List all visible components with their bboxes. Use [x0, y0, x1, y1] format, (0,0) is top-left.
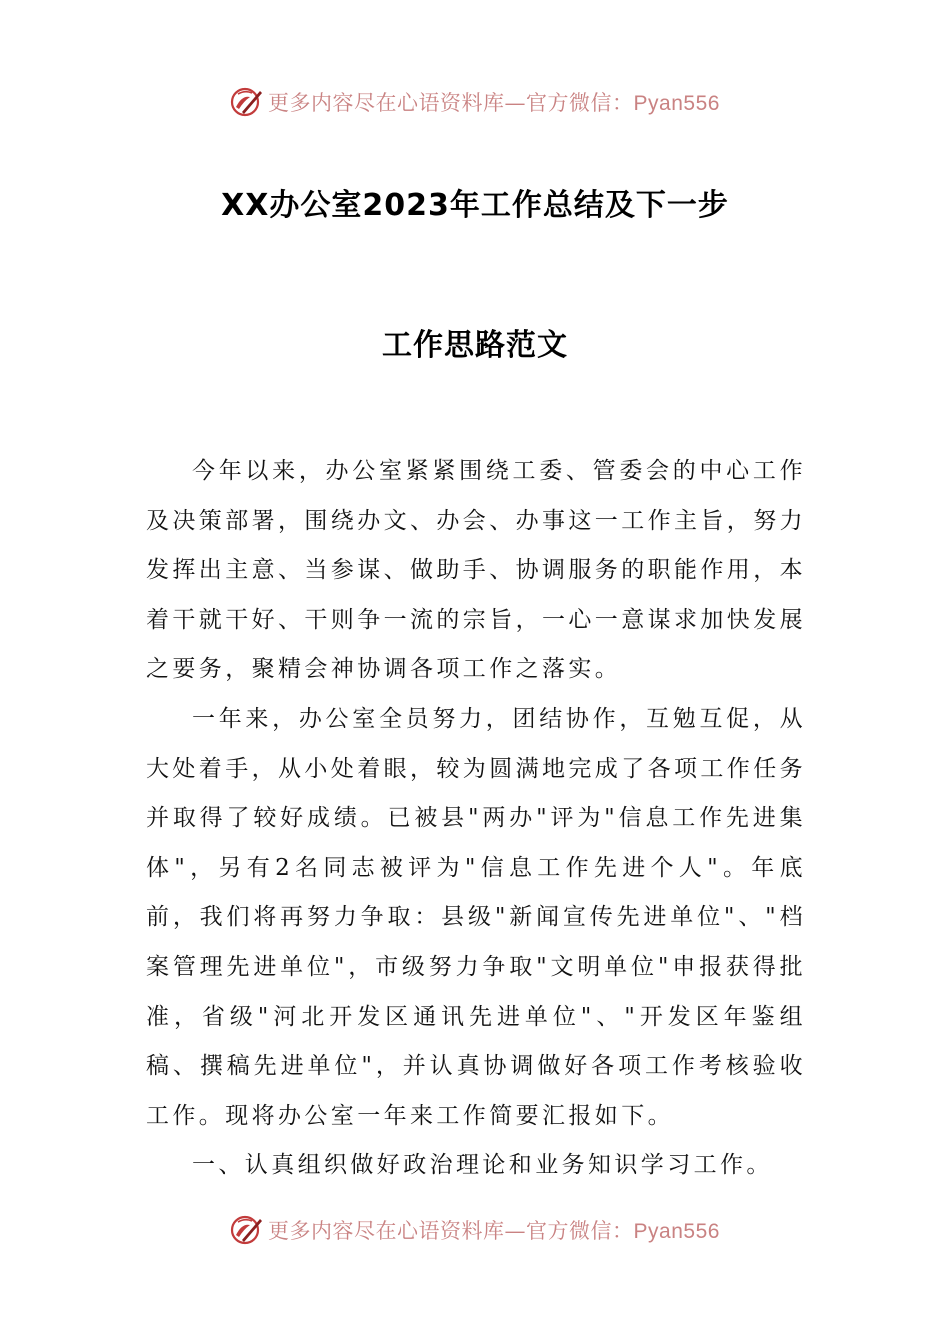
section-heading-1: 一、认真组织做好政治理论和业务知识学习工作。	[192, 1152, 773, 1179]
pen-logo-icon	[230, 1213, 264, 1247]
footer-watermark	[0, 1210, 950, 1250]
watermark-wechat-id: Pyan556	[633, 1220, 720, 1243]
watermark-text: 更多内容尽在心语资料库—官方微信：Pyan556	[268, 91, 720, 115]
header-watermark	[0, 82, 950, 122]
pen-logo-icon	[230, 85, 264, 119]
paragraph-intro: 今年以来，办公室紧紧围绕工委、管委会的中心工作及决策部署，围绕办文、办会、办事这一工作主旨，努力发挥出主意、当参谋、做助手、协调服务的职能作用，本着干就干好、干则争一流的宗旨，一心一意谋求加快发展之要务，聚精会神协调各项工作之落实。	[146, 458, 806, 683]
watermark-text: 更多内容尽在心语资料库—官方微信：Pyan556	[268, 1219, 720, 1243]
watermark-wechat-id: Pyan556	[633, 92, 720, 115]
document-title-line-1: XX办公室2023年工作总结及下一步	[221, 188, 729, 223]
document-body	[146, 447, 806, 1191]
document-title-line-2: 工作思路范文	[382, 328, 568, 363]
paragraph-achievements: 一年来，办公室全员努力，团结协作，互勉互促，从大处着手，从小处着眼，较为圆满地完成了各项工作任务并取得了较好成绩。已被县"两办"评为"信息工作先进集体"，另有2名同志被评为"信息工作先进个人"。年底前，我们将再努力争取：县级"新闻宣传先进单位"、"档案管理先进单位"，市级努力争取"文明单位"申报获得批准，省级"河北开发区通讯先进单位"、"开发区年鉴组稿、撰稿先进单位"，并认真协调做好各项工作考核验收工作。现将办公室一年来工作简要汇报如下。	[146, 705, 806, 1129]
